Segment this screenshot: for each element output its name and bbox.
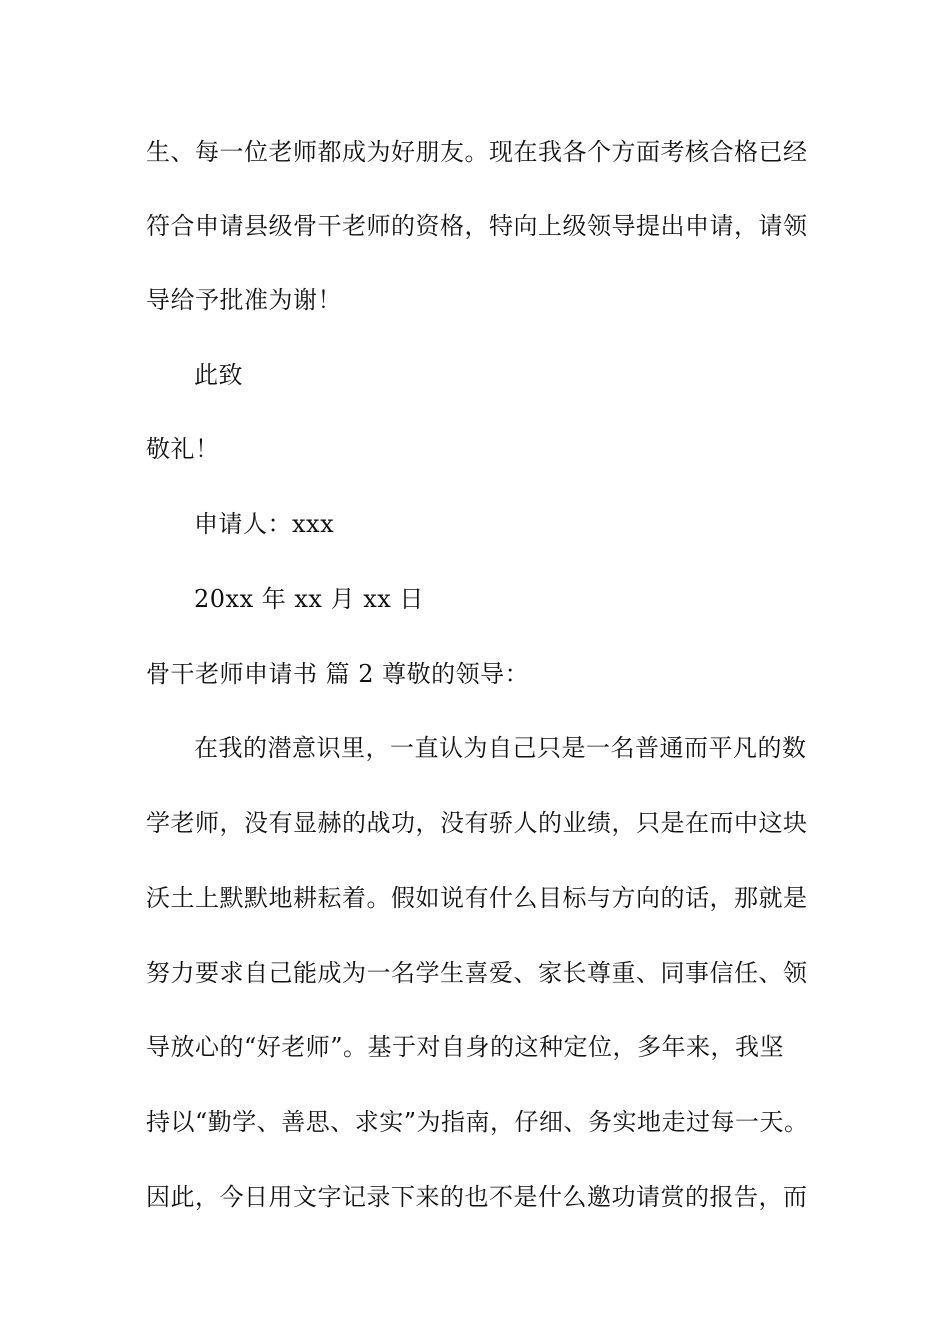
paragraph-line: 符合申请县级骨干老师的资格，特向上级领导提出申请，请领 [146, 212, 808, 240]
paragraph-line: 在我的潜意识里，一直认为自己只是一名普通而平凡的数 [194, 734, 807, 762]
section-heading: 骨干老师申请书 篇 2 尊敬的领导： [146, 660, 530, 688]
salutation-line: 此致 [194, 361, 243, 389]
paragraph-line: 学老师，没有显赫的战功，没有骄人的业绩，只是在而中这块 [146, 809, 808, 837]
paragraph-line: 持以“勤学、善思、求实”为指南，仔细、务实地走过每一天。 [146, 1108, 809, 1136]
closing-line: 敬礼！ [146, 435, 220, 463]
paragraph-line: 导放心的“好老师”。基于对自身的这种定位，多年来，我坚 [146, 1033, 785, 1061]
paragraph-line: 生、每一位老师都成为好朋友。现在我各个方面考核合格已经 [146, 138, 808, 166]
paragraph-line: 因此，今日用文字记录下来的也不是什么邀功请赏的报告，而 [146, 1183, 808, 1211]
applicant-line: 申请人：xxx [194, 510, 335, 538]
paragraph-line: 导给予批准为谢！ [146, 286, 342, 314]
paragraph-line: 努力要求自己能成为一名学生喜爱、家长尊重、同事信任、领 [146, 959, 808, 987]
paragraph-line: 沃土上默默地耕耘着。假如说有什么目标与方向的话，那就是 [146, 884, 808, 912]
date-line: 20xx 年 xx 月 xx 日 [194, 585, 424, 613]
